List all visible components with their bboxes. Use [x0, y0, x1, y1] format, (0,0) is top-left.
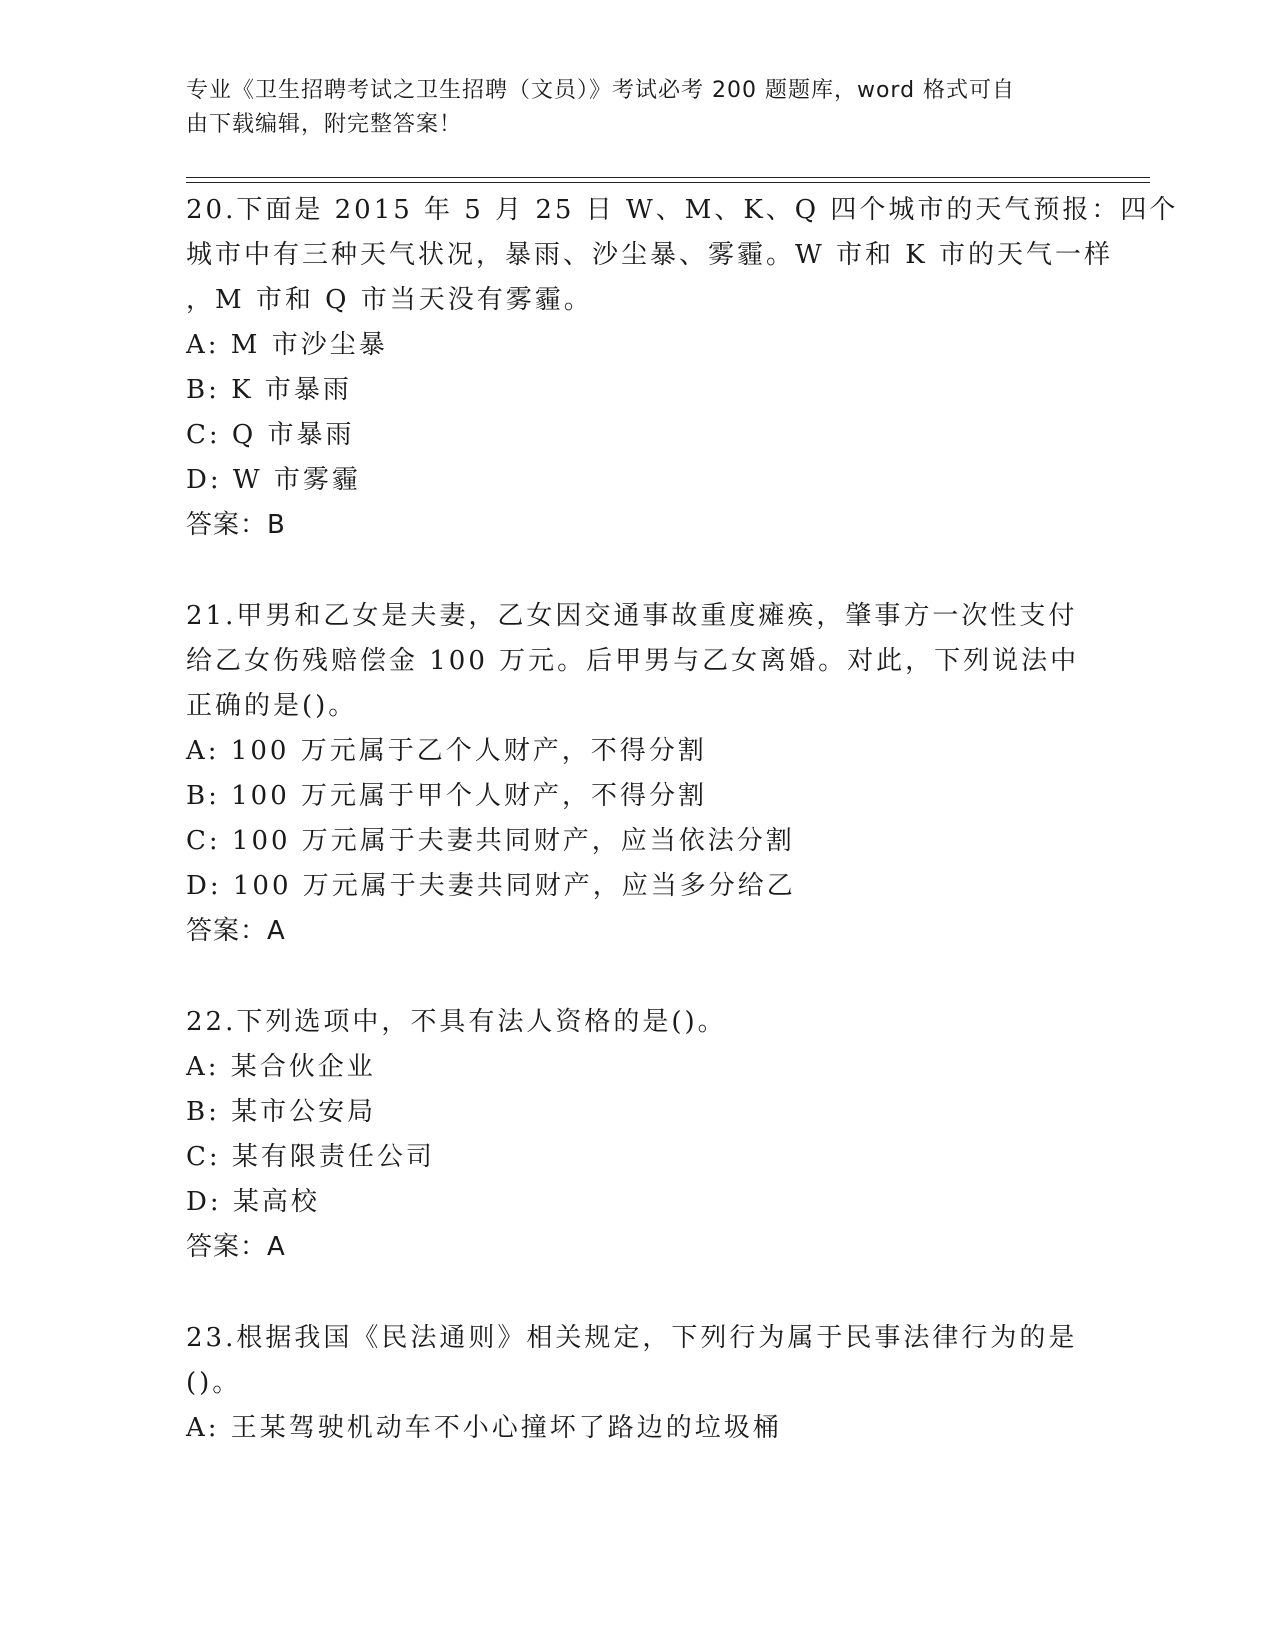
question-text-line: ，M 市和 Q 市当天没有雾霾。	[186, 285, 593, 315]
question-text-line: 21.甲男和乙女是夫妻，乙女因交通事故重度瘫痪，肇事方一次性支付	[186, 601, 1078, 631]
question-block	[186, 188, 1179, 548]
option-a: A: 王某驾驶机动车不小心撞坏了路边的垃圾桶	[186, 1413, 782, 1443]
question-block	[186, 1000, 1086, 1270]
option-a: A: 100 万元属于乙个人财产，不得分割	[186, 736, 707, 766]
option-d: D: 100 万元属于夫妻共同财产，应当多分给乙	[186, 871, 796, 901]
question-text-line: 20.下面是 2015 年 5 月 25 日 W、M、K、Q 四个城市的天气预报：四个	[186, 195, 1179, 225]
option-d: D: W 市雾霾	[186, 465, 361, 495]
option-c: C: Q 市暴雨	[186, 420, 355, 450]
question-list	[186, 188, 1179, 1451]
question-text-line: 城市中有三种天气状况，暴雨、沙尘暴、雾霾。W 市和 K 市的天气一样	[186, 240, 1113, 270]
option-a: A: 某合伙企业	[186, 1052, 376, 1082]
answer-line: 答案：B	[186, 510, 286, 540]
question-block	[186, 594, 1086, 954]
question-spacer	[186, 1270, 1086, 1316]
option-b: B: K 市暴雨	[186, 375, 352, 405]
question-text-line: ()。	[186, 1368, 242, 1398]
question-spacer	[186, 548, 1086, 594]
header-divider-bottom	[186, 182, 1150, 183]
question-spacer	[186, 954, 1086, 1000]
question-block	[186, 1316, 1086, 1451]
header-line-1: 专业《卫生招聘考试之卫生招聘（文员）》考试必考 200 题题库，word 格式可自	[186, 78, 1016, 103]
document-header	[186, 74, 1066, 142]
header-line-2: 由下载编辑，附完整答案！	[186, 112, 463, 137]
option-b: B: 某市公安局	[186, 1097, 377, 1127]
question-text-line: 正确的是()。	[186, 691, 358, 721]
option-b: B: 100 万元属于甲个人财产，不得分割	[186, 781, 708, 811]
option-d: D: 某高校	[186, 1187, 320, 1217]
option-c: C: 某有限责任公司	[186, 1142, 435, 1172]
question-text-line: 22.下列选项中，不具有法人资格的是()。	[186, 1007, 727, 1037]
option-c: C: 100 万元属于夫妻共同财产，应当依法分割	[186, 826, 795, 856]
question-text-line: 23.根据我国《民法通则》相关规定，下列行为属于民事法律行为的是	[186, 1323, 1078, 1353]
option-a: A: M 市沙尘暴	[186, 330, 388, 360]
answer-line: 答案：A	[186, 916, 286, 946]
header-divider-top	[186, 177, 1150, 178]
answer-line: 答案：A	[186, 1232, 286, 1262]
question-text-line: 给乙女伤残赔偿金 100 万元。后甲男与乙女离婚。对此，下列说法中	[186, 646, 1080, 676]
